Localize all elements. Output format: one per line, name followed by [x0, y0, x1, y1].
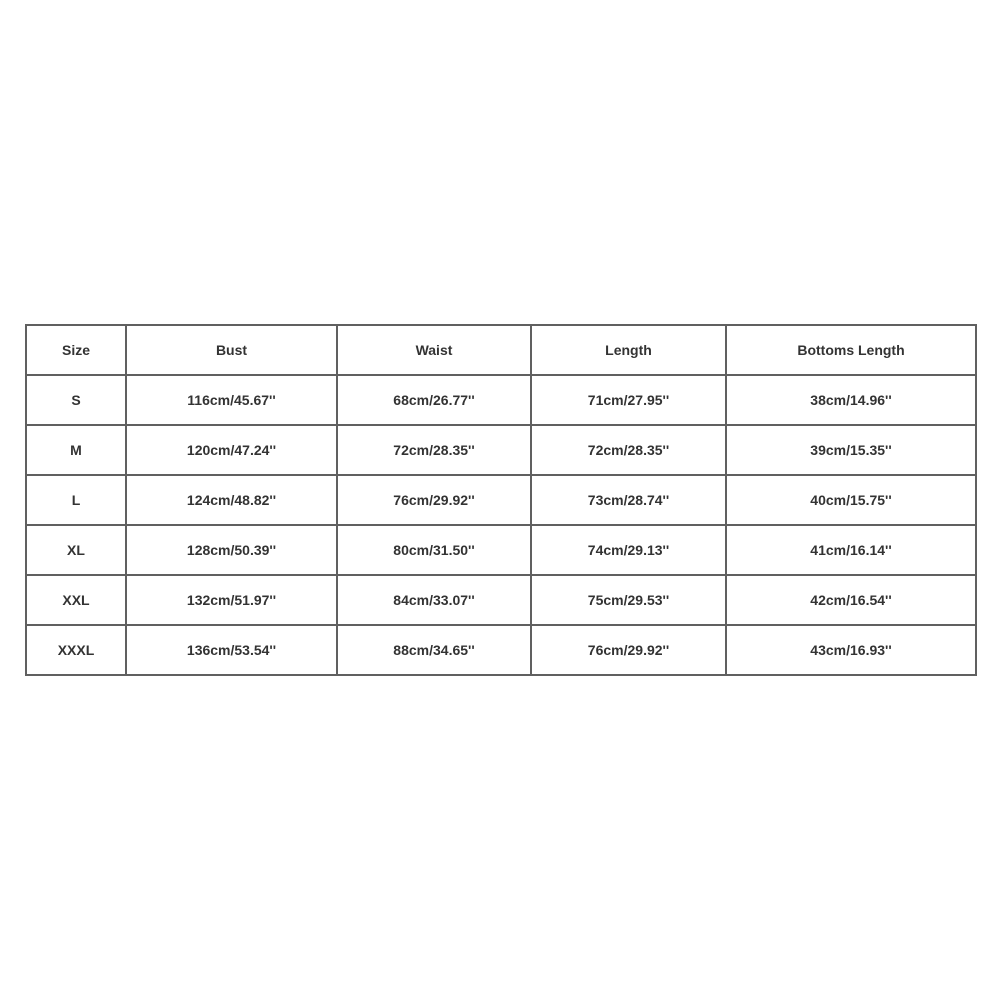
size-cell: XXXL [26, 625, 126, 675]
bust-cell: 136cm/53.54'' [126, 625, 337, 675]
bottoms-length-cell: 38cm/14.96'' [726, 375, 976, 425]
table-row [26, 575, 976, 625]
size-cell: M [26, 425, 126, 475]
length-cell: 75cm/29.53'' [531, 575, 726, 625]
column-header-bust: Bust [126, 325, 337, 375]
waist-cell: 80cm/31.50'' [337, 525, 531, 575]
bottoms-length-cell: 41cm/16.14'' [726, 525, 976, 575]
column-header-length: Length [531, 325, 726, 375]
waist-cell: 76cm/29.92'' [337, 475, 531, 525]
size-chart-table [25, 324, 977, 676]
waist-cell: 72cm/28.35'' [337, 425, 531, 475]
bottoms-length-cell: 42cm/16.54'' [726, 575, 976, 625]
length-cell: 72cm/28.35'' [531, 425, 726, 475]
table-row [26, 625, 976, 675]
bust-cell: 120cm/47.24'' [126, 425, 337, 475]
column-header-bottoms-length: Bottoms Length [726, 325, 976, 375]
waist-cell: 68cm/26.77'' [337, 375, 531, 425]
size-cell: XL [26, 525, 126, 575]
column-header-waist: Waist [337, 325, 531, 375]
bust-cell: 132cm/51.97'' [126, 575, 337, 625]
bottoms-length-cell: 43cm/16.93'' [726, 625, 976, 675]
length-cell: 73cm/28.74'' [531, 475, 726, 525]
bottoms-length-cell: 39cm/15.35'' [726, 425, 976, 475]
bust-cell: 128cm/50.39'' [126, 525, 337, 575]
table-row [26, 425, 976, 475]
column-header-size: Size [26, 325, 126, 375]
waist-cell: 88cm/34.65'' [337, 625, 531, 675]
table-row [26, 475, 976, 525]
bust-cell: 116cm/45.67'' [126, 375, 337, 425]
size-cell: L [26, 475, 126, 525]
size-cell: S [26, 375, 126, 425]
bottoms-length-cell: 40cm/15.75'' [726, 475, 976, 525]
table-row [26, 375, 976, 425]
size-cell: XXL [26, 575, 126, 625]
length-cell: 71cm/27.95'' [531, 375, 726, 425]
bust-cell: 124cm/48.82'' [126, 475, 337, 525]
length-cell: 74cm/29.13'' [531, 525, 726, 575]
length-cell: 76cm/29.92'' [531, 625, 726, 675]
table-row [26, 525, 976, 575]
waist-cell: 84cm/33.07'' [337, 575, 531, 625]
table-header-row [26, 325, 976, 375]
